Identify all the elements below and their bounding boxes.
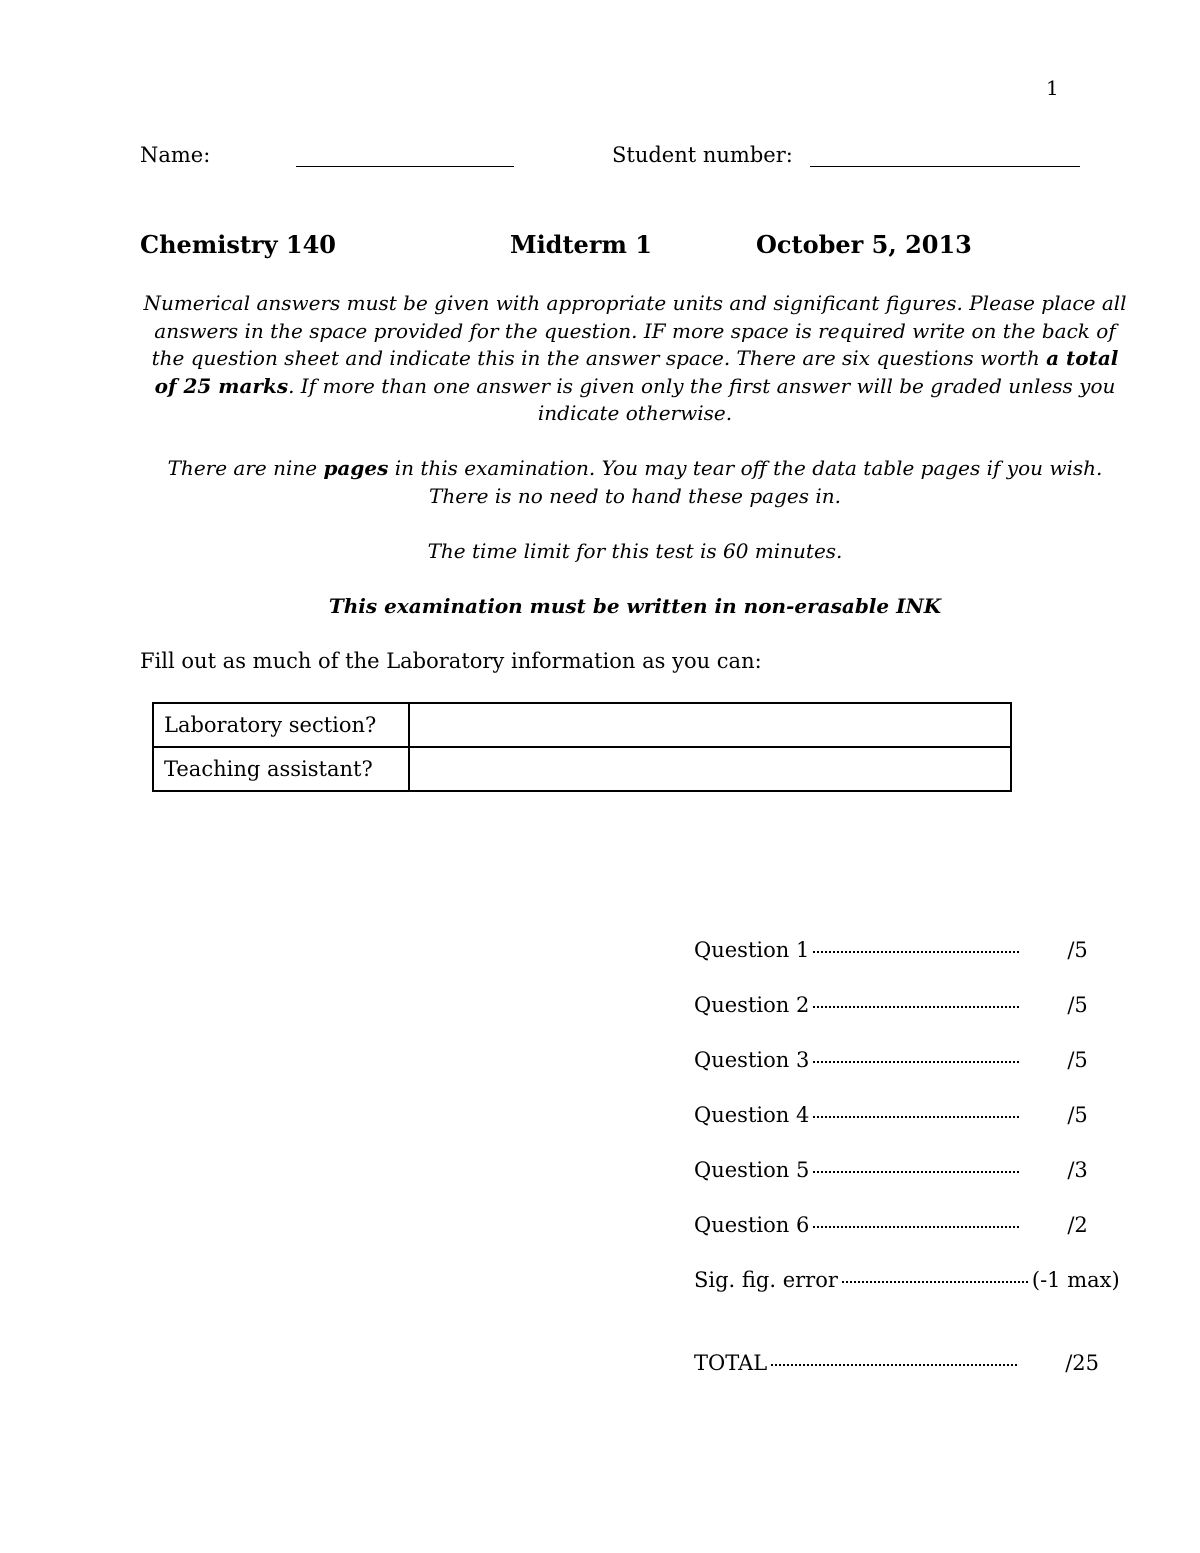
score-max: /5 [1067, 1103, 1088, 1127]
lab-section-label: Laboratory section? [153, 703, 409, 747]
score-max: /25 [1065, 1351, 1099, 1375]
time-limit-text: The time limit for this test is 60 minutes. [427, 539, 843, 563]
score-row-q6 [694, 1213, 1114, 1243]
lab-info-table [152, 702, 1012, 792]
score-label: Question 5 [694, 1158, 810, 1182]
table-row [153, 747, 1011, 791]
score-label: Question 4 [694, 1103, 810, 1127]
name-field[interactable] [296, 166, 514, 167]
score-label: TOTAL [694, 1351, 768, 1375]
instructions-paragraph: Numerical answers must be given with appropriate units and significant figures. Please place all answers in the space provided for the question. IF more space is required write on the back of the question sheet and indicate this in the answer space. There are six questions worth a total of 25 marks. If more than one answer is given only the first answer will be graded unless you indicate otherwise. [143, 291, 1127, 425]
student-number-label: Student number: [612, 143, 793, 167]
score-max: /3 [1067, 1158, 1088, 1182]
dot-leader [842, 1281, 1028, 1283]
exam-date: October 5, 2013 [756, 230, 972, 259]
dot-leader [771, 1364, 1017, 1366]
score-label: Question 6 [694, 1213, 810, 1237]
score-row-q1 [694, 938, 1114, 968]
score-label: Sig. fig. error [694, 1268, 838, 1292]
teaching-assistant-label: Teaching assistant? [153, 747, 409, 791]
dot-leader [813, 1006, 1019, 1008]
score-row-q2 [694, 993, 1114, 1023]
score-row-total [694, 1351, 1114, 1381]
pages-paragraph: There are nine pages in this examination. You may tear off the data table pages if you wish. There is no need to hand these pages in. [167, 456, 1103, 508]
score-max: (-1 max) [1031, 1268, 1120, 1292]
score-max: /2 [1067, 1213, 1088, 1237]
name-label: Name: [140, 143, 211, 167]
table-row [153, 703, 1011, 747]
score-label: Question 2 [694, 993, 810, 1017]
score-label: Question 1 [694, 938, 810, 962]
score-row-q5 [694, 1158, 1114, 1188]
score-max: /5 [1067, 938, 1088, 962]
ink-notice: This examination must be written in non-erasable INK [328, 594, 942, 618]
page-number: 1 [1046, 76, 1059, 100]
lab-info-prompt: Fill out as much of the Laboratory information as you can: [140, 649, 762, 673]
exam-title: Midterm 1 [510, 230, 652, 259]
dot-leader [813, 1116, 1019, 1118]
course-title: Chemistry 140 [140, 230, 336, 259]
dot-leader [813, 1061, 1019, 1063]
score-row-sig-fig [694, 1268, 1120, 1298]
score-row-q4 [694, 1103, 1114, 1133]
student-number-field[interactable] [810, 166, 1080, 167]
teaching-assistant-input[interactable] [409, 747, 1011, 791]
score-label: Question 3 [694, 1048, 810, 1072]
lab-section-input[interactable] [409, 703, 1011, 747]
score-max: /5 [1067, 993, 1088, 1017]
dot-leader [813, 1171, 1019, 1173]
dot-leader [813, 1226, 1019, 1228]
score-row-q3 [694, 1048, 1114, 1078]
score-max: /5 [1067, 1048, 1088, 1072]
dot-leader [813, 951, 1019, 953]
